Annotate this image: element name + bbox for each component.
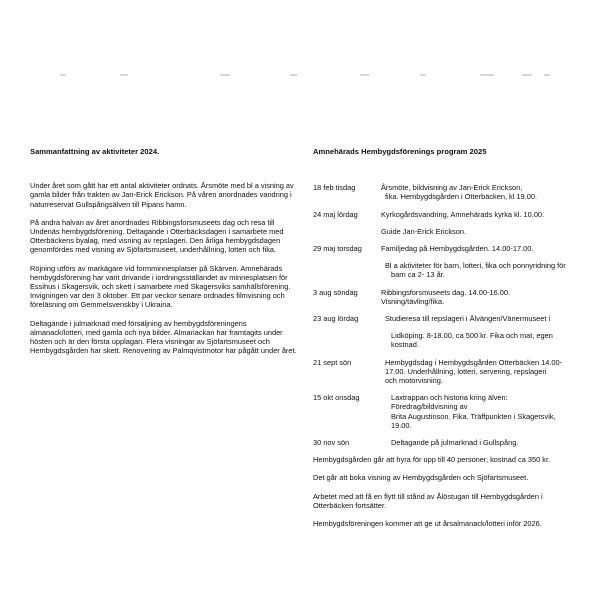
program-note: Hembygdsgården går att hyra för upp till 40 personer, kostnad ca 350 kr. [313,455,551,465]
program-text: Deltagande på julmarknad i Gullspång. [391,438,519,448]
program-text: Lidköping. 8-18.00, ca 500 kr. Fika och mat, egen kostnad. [391,331,553,350]
program-date: 21 sept sön [313,357,352,367]
program-entry [313,210,575,219]
program-entry [313,314,575,323]
program-date: 15 okt onsdag [313,393,360,403]
program-date: 29 maj torsdag [313,244,362,254]
program-entry [313,227,575,236]
program-note: Det går att boka visning av Hembygdsgården och Sjöfartsmuseet. [313,473,529,483]
program-text: Årsmöte, bildvisning av Jan-Erick Erickson, [381,183,523,193]
program-entry [313,288,575,306]
summary-paragraph: På andra halvan av året anordnades Ribbingsforsmuseets dag och resa till Undenäs hembygdsförening. Deltagande i Otterbäcksdagen i samarbete med Otterbäckens byalag, med visning av repslageri. Den årliga hembygdsdagen genomfördes med visning av Sjöfartsmuseet, underhållning, lotteri och fika. [30,217,284,255]
program-note: Arbetet med att få en flytt till stånd av Ålöstugan till Hembygdsgården i Otterbäcken fortsätter. [313,491,543,510]
program-text: Laxtrappan och historia kring älven: Föredrag/bildvisning av [391,393,508,412]
program-text: Ribbingsforsmuseets dag. 14.00-16.00. Visning/tävling/fika. [381,287,511,306]
summary-column [30,147,298,364]
program-entry [313,244,575,253]
program-text: och motorvisning. [385,376,443,386]
program-entry [313,183,575,201]
program-heading: Amnehärads Hembygdsförenings program 2025 [313,147,487,156]
program-date: 23 aug lördag [313,314,359,324]
scan-marks [60,74,550,80]
program-text: Brita Augustinson. Fika. Träffpunkten i Skagersvik, 19.00. [391,411,556,430]
program-date: 18 feb tisdag [313,183,356,193]
program-text: Hembygdsdag i Hembygdsgården Otterbäcken 14.00- [385,357,563,367]
program-text: Bl a aktiviteter för barn, lotteri, fika och ponnyridning för [385,261,566,271]
program-entry [313,358,575,386]
program-date: 3 aug söndag [313,287,358,297]
program-text: Guide Jan-Erick Erickson. [381,226,467,236]
summary-paragraph: Under året som gått har ett antal aktiviteter ordnats. Årsmöte med bl a visning av gamla bilder från trakten av Jan-Erick Erickson. På våren anordnades vandring i naturreservat Gullspångsälven till Pipans hamn. [30,181,294,209]
program-text: barn ca 2- 13 år. [391,270,445,280]
program-text: Studieresa till repslageri i Älvängen/Vänermuseet i [385,314,551,324]
program-text: fika. Hembygdsgården i Otterbäcken, kl 19.00. [385,192,537,202]
program-text: Kyrkogårdsvandring, Amnehärads kyrka kl. 10.00. [381,209,545,219]
program-entry [313,331,575,349]
program-date: 30 nov sön [313,438,350,448]
program-entry [313,261,575,279]
summary-heading: Sammanfattning av aktiviteter 2024. [30,147,160,156]
program-entry [313,393,575,430]
program-note: Hembygdsföreningen kommer att ge ut årsalmanack/lotteri inför 2026. [313,519,542,529]
program-text: Familjedag på Hembygdsgården. 14.00-17.00. [381,244,534,254]
summary-paragraph: Deltagande i julmarknad med försäljning av hembygdsföreningens almanack/lotteri, med gamla och nya bilder. Almanackan har framtagits under hösten och är den första upplagan. Flera visningar av Sjöfartsmuseet och Hembygdsgården har skett. Renovering av Palmqvistmotor har pågått under året. [30,318,297,356]
program-entry [313,438,575,447]
program-column [313,147,575,537]
summary-paragraph: Röjning utförs av markägare vid formminnesplatser på Skärven. Amnehärads hembygdsförening har varit drivande i iordningsställandet av minnesplatsen för Essihus i Skagersvik, och skett i samarbete med Skagersviks samhällsförening. Invigningen var den 3 oktober. Ett par veckor senare ordnades filmvisning och föreläsning om Gemmelsvenskby i Ukraina. [30,263,291,310]
program-date: 24 maj lördag [313,209,358,219]
program-text: 17.00. Underhållning, lotteri, servering, repslageri [385,366,547,376]
